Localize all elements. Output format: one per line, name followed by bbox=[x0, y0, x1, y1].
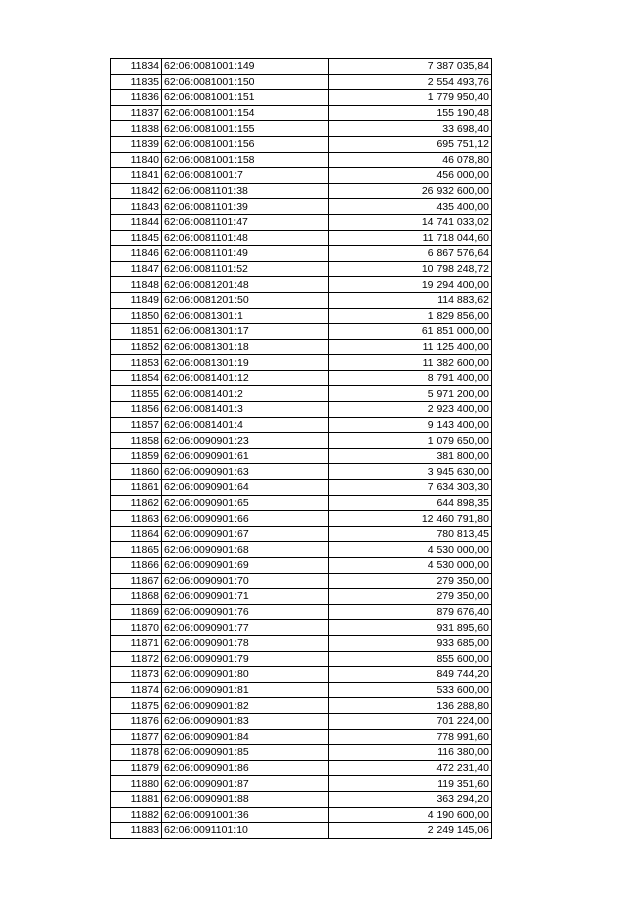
cadastral-value-cell: 4 530 000,00 bbox=[329, 542, 492, 558]
cadastral-number-cell: 62:06:0081101:38 bbox=[162, 183, 329, 199]
cadastral-number-cell: 62:06:0081101:39 bbox=[162, 199, 329, 215]
cadastral-value-cell: 26 932 600,00 bbox=[329, 183, 492, 199]
row-number-cell: 11867 bbox=[111, 573, 162, 589]
table-row bbox=[111, 745, 492, 761]
row-number-cell: 11844 bbox=[111, 214, 162, 230]
cadastral-number-cell: 62:06:0090901:66 bbox=[162, 511, 329, 527]
cadastral-number-cell: 62:06:0081001:151 bbox=[162, 90, 329, 106]
row-number-cell: 11859 bbox=[111, 448, 162, 464]
table-row bbox=[111, 495, 492, 511]
cadastral-value-cell: 472 231,40 bbox=[329, 760, 492, 776]
table-row bbox=[111, 324, 492, 340]
cadastral-value-cell: 46 078,80 bbox=[329, 152, 492, 168]
table-row bbox=[111, 558, 492, 574]
row-number-cell: 11864 bbox=[111, 526, 162, 542]
table-row bbox=[111, 386, 492, 402]
cadastral-value-cell: 61 851 000,00 bbox=[329, 324, 492, 340]
row-number-cell: 11871 bbox=[111, 635, 162, 651]
row-number-cell: 11845 bbox=[111, 230, 162, 246]
table-row bbox=[111, 246, 492, 262]
row-number-cell: 11863 bbox=[111, 511, 162, 527]
row-number-cell: 11862 bbox=[111, 495, 162, 511]
cadastral-value-cell: 3 945 630,00 bbox=[329, 464, 492, 480]
table-row bbox=[111, 152, 492, 168]
table-row bbox=[111, 791, 492, 807]
table-row bbox=[111, 573, 492, 589]
cadastral-value-cell: 778 991,60 bbox=[329, 729, 492, 745]
table-row bbox=[111, 807, 492, 823]
cadastral-number-cell: 62:06:0090901:70 bbox=[162, 573, 329, 589]
row-number-cell: 11837 bbox=[111, 105, 162, 121]
row-number-cell: 11861 bbox=[111, 480, 162, 496]
row-number-cell: 11841 bbox=[111, 168, 162, 184]
table-row bbox=[111, 339, 492, 355]
cadastral-value-table bbox=[110, 58, 492, 839]
cadastral-number-cell: 62:06:0090901:64 bbox=[162, 480, 329, 496]
row-number-cell: 11851 bbox=[111, 324, 162, 340]
table-row bbox=[111, 199, 492, 215]
row-number-cell: 11857 bbox=[111, 417, 162, 433]
table-row bbox=[111, 136, 492, 152]
row-number-cell: 11858 bbox=[111, 433, 162, 449]
cadastral-number-cell: 62:06:0090901:83 bbox=[162, 713, 329, 729]
table-row bbox=[111, 402, 492, 418]
table-row bbox=[111, 776, 492, 792]
row-number-cell: 11876 bbox=[111, 713, 162, 729]
cadastral-number-cell: 62:06:0090901:61 bbox=[162, 448, 329, 464]
row-number-cell: 11842 bbox=[111, 183, 162, 199]
cadastral-number-cell: 62:06:0090901:88 bbox=[162, 791, 329, 807]
cadastral-value-cell: 931 895,60 bbox=[329, 620, 492, 636]
table-row bbox=[111, 277, 492, 293]
row-number-cell: 11838 bbox=[111, 121, 162, 137]
row-number-cell: 11865 bbox=[111, 542, 162, 558]
cadastral-number-cell: 62:06:0081401:3 bbox=[162, 402, 329, 418]
table-row bbox=[111, 480, 492, 496]
cadastral-number-cell: 62:06:0081101:52 bbox=[162, 261, 329, 277]
cadastral-value-cell: 2 249 145,06 bbox=[329, 823, 492, 839]
row-number-cell: 11853 bbox=[111, 355, 162, 371]
table-row bbox=[111, 651, 492, 667]
cadastral-number-cell: 62:06:0081001:150 bbox=[162, 74, 329, 90]
table-row bbox=[111, 433, 492, 449]
table-row bbox=[111, 698, 492, 714]
cadastral-value-cell: 6 867 576,64 bbox=[329, 246, 492, 262]
row-number-cell: 11836 bbox=[111, 90, 162, 106]
table-row bbox=[111, 308, 492, 324]
cadastral-number-cell: 62:06:0090901:69 bbox=[162, 558, 329, 574]
cadastral-number-cell: 62:06:0081301:17 bbox=[162, 324, 329, 340]
table-row bbox=[111, 448, 492, 464]
row-number-cell: 11870 bbox=[111, 620, 162, 636]
cadastral-number-cell: 62:06:0090901:86 bbox=[162, 760, 329, 776]
cadastral-value-cell: 119 351,60 bbox=[329, 776, 492, 792]
cadastral-number-cell: 62:06:0090901:76 bbox=[162, 604, 329, 620]
cadastral-value-cell: 279 350,00 bbox=[329, 589, 492, 605]
table-row bbox=[111, 635, 492, 651]
table-row bbox=[111, 760, 492, 776]
cadastral-value-cell: 381 800,00 bbox=[329, 448, 492, 464]
row-number-cell: 11849 bbox=[111, 292, 162, 308]
row-number-cell: 11852 bbox=[111, 339, 162, 355]
cadastral-value-cell: 780 813,45 bbox=[329, 526, 492, 542]
cadastral-number-cell: 62:06:0090901:80 bbox=[162, 667, 329, 683]
cadastral-number-cell: 62:06:0090901:82 bbox=[162, 698, 329, 714]
cadastral-value-cell: 114 883,62 bbox=[329, 292, 492, 308]
cadastral-number-cell: 62:06:0090901:79 bbox=[162, 651, 329, 667]
table-row bbox=[111, 355, 492, 371]
cadastral-number-cell: 62:06:0081001:156 bbox=[162, 136, 329, 152]
row-number-cell: 11879 bbox=[111, 760, 162, 776]
table-row bbox=[111, 261, 492, 277]
cadastral-value-cell: 10 798 248,72 bbox=[329, 261, 492, 277]
table-body bbox=[111, 59, 492, 839]
cadastral-number-cell: 62:06:0081301:19 bbox=[162, 355, 329, 371]
row-number-cell: 11878 bbox=[111, 745, 162, 761]
cadastral-number-cell: 62:06:0081301:1 bbox=[162, 308, 329, 324]
table-row bbox=[111, 823, 492, 839]
cadastral-value-cell: 7 387 035,84 bbox=[329, 59, 492, 75]
cadastral-number-cell: 62:06:0090901:65 bbox=[162, 495, 329, 511]
row-number-cell: 11840 bbox=[111, 152, 162, 168]
cadastral-value-cell: 1 779 950,40 bbox=[329, 90, 492, 106]
cadastral-value-cell: 2 923 400,00 bbox=[329, 402, 492, 418]
row-number-cell: 11834 bbox=[111, 59, 162, 75]
table-row bbox=[111, 511, 492, 527]
cadastral-value-cell: 363 294,20 bbox=[329, 791, 492, 807]
table-row bbox=[111, 230, 492, 246]
cadastral-value-cell: 2 554 493,76 bbox=[329, 74, 492, 90]
cadastral-value-cell: 19 294 400,00 bbox=[329, 277, 492, 293]
row-number-cell: 11875 bbox=[111, 698, 162, 714]
row-number-cell: 11855 bbox=[111, 386, 162, 402]
table-row bbox=[111, 589, 492, 605]
cadastral-value-cell: 4 190 600,00 bbox=[329, 807, 492, 823]
cadastral-value-cell: 155 190,48 bbox=[329, 105, 492, 121]
cadastral-value-cell: 11 718 044,60 bbox=[329, 230, 492, 246]
cadastral-number-cell: 62:06:0090901:63 bbox=[162, 464, 329, 480]
row-number-cell: 11854 bbox=[111, 370, 162, 386]
cadastral-value-cell: 136 288,80 bbox=[329, 698, 492, 714]
cadastral-value-cell: 7 634 303,30 bbox=[329, 480, 492, 496]
table-row bbox=[111, 121, 492, 137]
cadastral-number-cell: 62:06:0090901:78 bbox=[162, 635, 329, 651]
cadastral-number-cell: 62:06:0081101:49 bbox=[162, 246, 329, 262]
table-row bbox=[111, 214, 492, 230]
cadastral-number-cell: 62:06:0081401:4 bbox=[162, 417, 329, 433]
row-number-cell: 11839 bbox=[111, 136, 162, 152]
cadastral-number-cell: 62:06:0090901:68 bbox=[162, 542, 329, 558]
cadastral-number-cell: 62:06:0091001:36 bbox=[162, 807, 329, 823]
cadastral-value-cell: 695 751,12 bbox=[329, 136, 492, 152]
table-row bbox=[111, 667, 492, 683]
cadastral-number-cell: 62:06:0081401:12 bbox=[162, 370, 329, 386]
cadastral-number-cell: 62:06:0090901:71 bbox=[162, 589, 329, 605]
row-number-cell: 11881 bbox=[111, 791, 162, 807]
row-number-cell: 11835 bbox=[111, 74, 162, 90]
table-row bbox=[111, 464, 492, 480]
row-number-cell: 11843 bbox=[111, 199, 162, 215]
cadastral-number-cell: 62:06:0081001:155 bbox=[162, 121, 329, 137]
cadastral-number-cell: 62:06:0081001:154 bbox=[162, 105, 329, 121]
table-row bbox=[111, 729, 492, 745]
table-row bbox=[111, 168, 492, 184]
cadastral-value-cell: 644 898,35 bbox=[329, 495, 492, 511]
cadastral-number-cell: 62:06:0081401:2 bbox=[162, 386, 329, 402]
cadastral-number-cell: 62:06:0081001:158 bbox=[162, 152, 329, 168]
cadastral-number-cell: 62:06:0081201:48 bbox=[162, 277, 329, 293]
cadastral-value-cell: 849 744,20 bbox=[329, 667, 492, 683]
table-row bbox=[111, 370, 492, 386]
cadastral-value-cell: 12 460 791,80 bbox=[329, 511, 492, 527]
table-row bbox=[111, 105, 492, 121]
row-number-cell: 11868 bbox=[111, 589, 162, 605]
cadastral-value-cell: 533 600,00 bbox=[329, 682, 492, 698]
cadastral-value-cell: 11 382 600,00 bbox=[329, 355, 492, 371]
table-row bbox=[111, 620, 492, 636]
row-number-cell: 11848 bbox=[111, 277, 162, 293]
cadastral-value-cell: 116 380,00 bbox=[329, 745, 492, 761]
row-number-cell: 11866 bbox=[111, 558, 162, 574]
cadastral-number-cell: 62:06:0090901:23 bbox=[162, 433, 329, 449]
table-row bbox=[111, 59, 492, 75]
table-row bbox=[111, 526, 492, 542]
row-number-cell: 11880 bbox=[111, 776, 162, 792]
row-number-cell: 11873 bbox=[111, 667, 162, 683]
cadastral-number-cell: 62:06:0091101:10 bbox=[162, 823, 329, 839]
row-number-cell: 11874 bbox=[111, 682, 162, 698]
table-row bbox=[111, 604, 492, 620]
cadastral-number-cell: 62:06:0081201:50 bbox=[162, 292, 329, 308]
row-number-cell: 11846 bbox=[111, 246, 162, 262]
cadastral-value-cell: 456 000,00 bbox=[329, 168, 492, 184]
cadastral-number-cell: 62:06:0090901:85 bbox=[162, 745, 329, 761]
cadastral-value-cell: 279 350,00 bbox=[329, 573, 492, 589]
row-number-cell: 11883 bbox=[111, 823, 162, 839]
cadastral-value-cell: 1 079 650,00 bbox=[329, 433, 492, 449]
cadastral-value-cell: 14 741 033,02 bbox=[329, 214, 492, 230]
cadastral-value-cell: 435 400,00 bbox=[329, 199, 492, 215]
table-row bbox=[111, 74, 492, 90]
cadastral-number-cell: 62:06:0090901:81 bbox=[162, 682, 329, 698]
cadastral-number-cell: 62:06:0090901:87 bbox=[162, 776, 329, 792]
row-number-cell: 11872 bbox=[111, 651, 162, 667]
cadastral-value-cell: 9 143 400,00 bbox=[329, 417, 492, 433]
cadastral-number-cell: 62:06:0090901:77 bbox=[162, 620, 329, 636]
row-number-cell: 11860 bbox=[111, 464, 162, 480]
cadastral-value-cell: 8 791 400,00 bbox=[329, 370, 492, 386]
cadastral-value-cell: 879 676,40 bbox=[329, 604, 492, 620]
cadastral-value-cell: 4 530 000,00 bbox=[329, 558, 492, 574]
cadastral-value-cell: 5 971 200,00 bbox=[329, 386, 492, 402]
table-row bbox=[111, 292, 492, 308]
table-row bbox=[111, 713, 492, 729]
cadastral-number-cell: 62:06:0081101:47 bbox=[162, 214, 329, 230]
cadastral-value-cell: 701 224,00 bbox=[329, 713, 492, 729]
cadastral-value-cell: 33 698,40 bbox=[329, 121, 492, 137]
table-row bbox=[111, 90, 492, 106]
row-number-cell: 11877 bbox=[111, 729, 162, 745]
row-number-cell: 11869 bbox=[111, 604, 162, 620]
table-row bbox=[111, 183, 492, 199]
cadastral-value-cell: 933 685,00 bbox=[329, 635, 492, 651]
table-row bbox=[111, 542, 492, 558]
cadastral-number-cell: 62:06:0081301:18 bbox=[162, 339, 329, 355]
table-row bbox=[111, 682, 492, 698]
table-row bbox=[111, 417, 492, 433]
cadastral-value-cell: 1 829 856,00 bbox=[329, 308, 492, 324]
cadastral-number-cell: 62:06:0090901:84 bbox=[162, 729, 329, 745]
cadastral-number-cell: 62:06:0081001:149 bbox=[162, 59, 329, 75]
row-number-cell: 11882 bbox=[111, 807, 162, 823]
cadastral-value-cell: 11 125 400,00 bbox=[329, 339, 492, 355]
row-number-cell: 11856 bbox=[111, 402, 162, 418]
cadastral-number-cell: 62:06:0081001:7 bbox=[162, 168, 329, 184]
row-number-cell: 11847 bbox=[111, 261, 162, 277]
cadastral-value-cell: 855 600,00 bbox=[329, 651, 492, 667]
cadastral-number-cell: 62:06:0081101:48 bbox=[162, 230, 329, 246]
row-number-cell: 11850 bbox=[111, 308, 162, 324]
cadastral-number-cell: 62:06:0090901:67 bbox=[162, 526, 329, 542]
